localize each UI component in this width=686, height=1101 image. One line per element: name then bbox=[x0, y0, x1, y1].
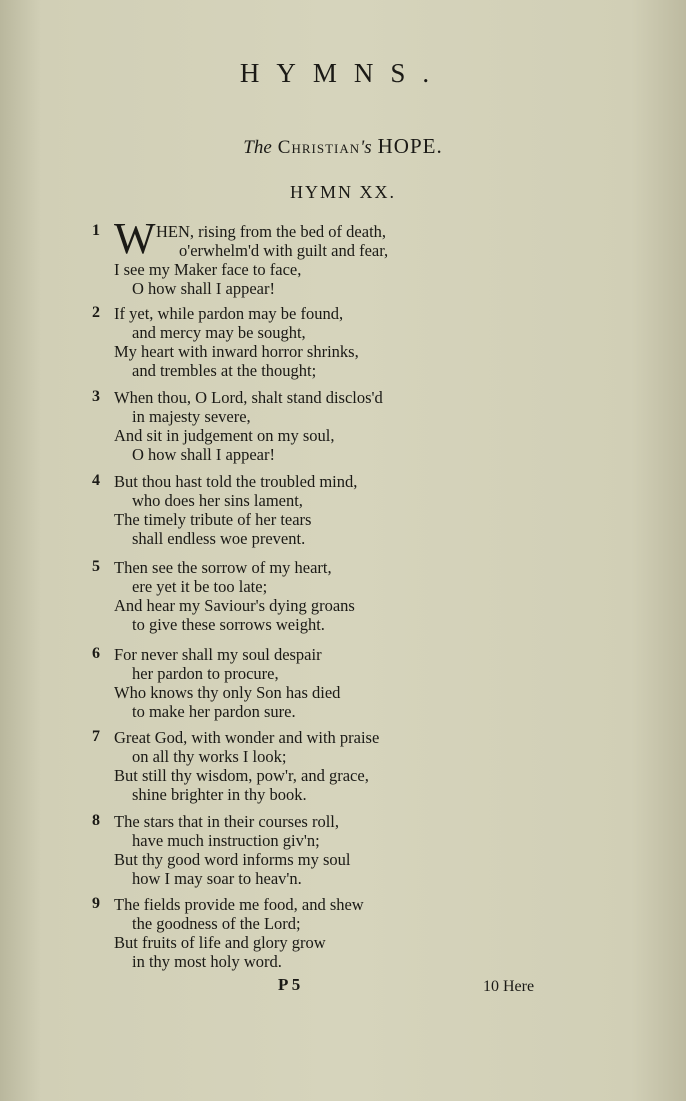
verse-line: The fields provide me food, and shew bbox=[114, 895, 364, 914]
verse-line: O how shall I appear! bbox=[132, 445, 275, 464]
verse-number: 2 bbox=[92, 304, 100, 321]
verse-line: shall endless woe prevent. bbox=[132, 529, 306, 548]
verse-line: O how shall I appear! bbox=[132, 279, 275, 298]
verse-line: to make her pardon sure. bbox=[132, 702, 296, 721]
verse-line: The timely tribute of her tears bbox=[114, 510, 312, 529]
verse-line: o'erwhelm'd with guilt and fear, bbox=[179, 241, 389, 260]
verse-number: 4 bbox=[92, 472, 100, 489]
verse-line: and mercy may be sought, bbox=[132, 323, 306, 342]
signature-mark: P 5 bbox=[278, 975, 301, 994]
title-possessive: 's bbox=[360, 137, 372, 158]
verse-line: and trembles at the thought; bbox=[132, 361, 317, 380]
verse-line: the goodness of the Lord; bbox=[132, 914, 301, 933]
verse-number: 6 bbox=[92, 645, 100, 662]
verse-line: ere yet it be too late; bbox=[132, 577, 268, 596]
verse-number: 1 bbox=[92, 222, 100, 239]
verse-line: But thou hast told the troubled mind, bbox=[114, 472, 358, 491]
verse-line: have much instruction giv'n; bbox=[132, 831, 320, 850]
verse-line: My heart with inward horror shrinks, bbox=[114, 342, 359, 361]
verse-line: in thy most holy word. bbox=[132, 952, 282, 971]
verse-line: on all thy works I look; bbox=[132, 747, 287, 766]
verse-line: But thy good word informs my soul bbox=[114, 850, 351, 869]
verse-number: 7 bbox=[92, 728, 100, 745]
title-christian: Christian bbox=[277, 137, 361, 158]
verse-line: When thou, O Lord, shalt stand disclos'd bbox=[114, 388, 383, 407]
verse-line: her pardon to procure, bbox=[132, 664, 279, 683]
verse-line: how I may soar to heav'n. bbox=[132, 869, 302, 888]
catchword: 10 Here bbox=[483, 978, 535, 995]
running-head: HYMNS. bbox=[239, 58, 447, 88]
verse-line: And hear my Saviour's dying groans bbox=[114, 596, 355, 615]
verse-line: And sit in judgement on my soul, bbox=[114, 426, 335, 445]
verse-line: For never shall my soul despair bbox=[114, 645, 322, 664]
verse-line: Great God, with wonder and with praise bbox=[114, 728, 380, 747]
verse-line: But fruits of life and glory grow bbox=[114, 933, 326, 952]
hymn-title bbox=[0, 134, 686, 159]
verse-line: I see my Maker face to face, bbox=[114, 260, 302, 279]
verse-number: 5 bbox=[92, 558, 100, 575]
verse-line: Who knows thy only Son has died bbox=[114, 683, 341, 702]
verse-number: 9 bbox=[92, 895, 100, 912]
title-hope: HOPE. bbox=[377, 134, 443, 158]
verse-line: to give these sorrows weight. bbox=[132, 615, 325, 634]
verse-line: Then see the sorrow of my heart, bbox=[114, 558, 332, 577]
verse-line: who does her sins lament, bbox=[132, 491, 303, 510]
verse-line: But still thy wisdom, pow'r, and grace, bbox=[114, 766, 369, 785]
hymn-number: HYMN XX. bbox=[290, 182, 396, 202]
verse-number: 8 bbox=[92, 812, 100, 829]
verse-number: 3 bbox=[92, 388, 100, 405]
drop-cap: W bbox=[114, 214, 156, 263]
verse-line: HEN, rising from the bed of death, bbox=[156, 222, 387, 241]
verse-line: in majesty severe, bbox=[132, 407, 251, 426]
verse-line: shine brighter in thy book. bbox=[132, 785, 307, 804]
verse-line: If yet, while pardon may be found, bbox=[114, 304, 344, 323]
title-the: The bbox=[243, 137, 272, 158]
verse-line: The stars that in their courses roll, bbox=[114, 812, 339, 831]
